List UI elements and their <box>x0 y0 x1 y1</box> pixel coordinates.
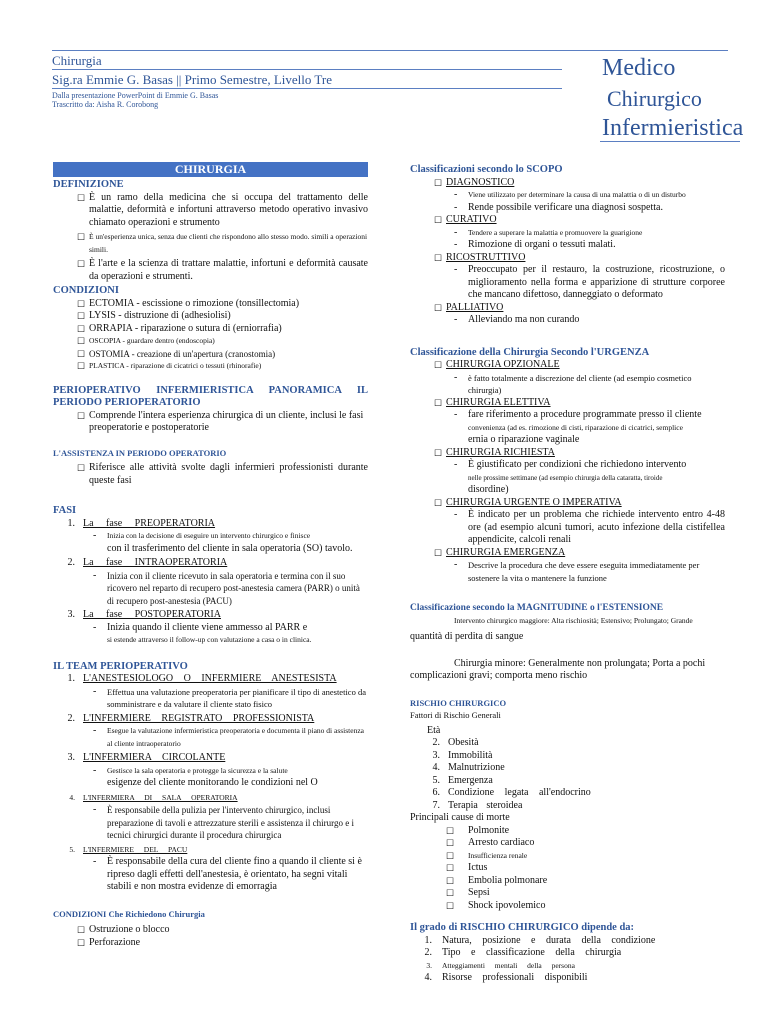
checkbox-icon: ☐ <box>434 447 443 458</box>
definition-heading: DEFINIZIONE <box>53 179 124 190</box>
checkbox-icon: ☐ <box>77 925 86 935</box>
list-item: ☐ Polmonite <box>446 824 510 836</box>
risk-list <box>410 725 725 813</box>
checkbox-icon: ☐ <box>434 215 443 225</box>
checkbox-icon: ☐ <box>446 825 455 836</box>
dash-icon: - <box>93 530 97 541</box>
list-item: ☐ Arresto cardiaco <box>446 837 535 848</box>
team-item: 5. L'INFERMIERE DEL PACU - È responsabile della cura del cliente fino a quando il cliente si è ripreso dagli effetti dell'anestesia, è orientato, ha segni vitali stabili e non mostra evidenze di emorragia <box>69 844 362 892</box>
team-item: 3. L'INFERMIERA CIRCOLANTE - Gestisce la sala operatoria e protegge la sicurezza e la salute esigenze del cliente monitorando le condizioni nel O <box>67 752 318 788</box>
list-item: 2. Tipo e classificazione della chirurgia <box>424 947 622 958</box>
header-rule-mid <box>52 69 562 70</box>
risk-subheading: Fattori di Rischio Generali <box>410 710 501 720</box>
grade-list <box>410 935 725 985</box>
dash-icon: - <box>93 804 97 815</box>
checkbox-icon: ☐ <box>77 323 86 334</box>
urgency-item: ☐ CHIRURGIA RICHIESTA - È giustificato per condizioni che richiedono intervento nelle prossime settimane (ad esempio chirurgia della cataratta, tiroide disordine) <box>434 446 687 495</box>
checkbox-icon: ☐ <box>77 348 86 359</box>
list-item: ☐ ECTOMIA - escissione o rimozione (tonsillectomia) <box>77 297 300 309</box>
list-item: ☐ Perforazione <box>77 936 141 948</box>
checkbox-icon: ☐ <box>77 192 86 203</box>
checkbox-icon: ☐ <box>77 463 86 473</box>
list-item: 2. Obesità <box>432 737 479 748</box>
magnitude-heading: Classificazione secondo la MAGNITUDINE o l'ESTENSIONE <box>410 603 664 613</box>
team-heading: IL TEAM PERIOPERATIVO <box>53 660 188 672</box>
list-item: 5. Emergenza <box>432 774 493 786</box>
phase-item: 2. La fase INTRAOPERATORIA - Inizia con il cliente ricevuto in sala operatoria e termina con il suo ricovero nel reparto di recupero post-anestesia camera (PARR) o unità di recupero post-anestesia (PACU) <box>67 557 360 606</box>
phases-list <box>53 518 368 647</box>
header-rule-bottom <box>52 88 562 89</box>
definition-list <box>53 192 368 284</box>
header-rule-top <box>52 50 728 51</box>
dash-icon: - <box>454 239 458 250</box>
dash-icon: - <box>454 264 458 275</box>
checkbox-icon: ☐ <box>434 252 443 263</box>
source-note <box>52 91 218 109</box>
minor-surgery-text: Chirurgia minore: Generalmente non prolungata; Porta a pochi complicazioni gravi; comporta meno rischio <box>410 657 706 681</box>
list-item: ☐ OSCOPIA - guardare dentro (endoscopia) <box>77 336 215 346</box>
checkbox-icon: ☐ <box>446 850 455 861</box>
subject-label: Chirurgia <box>52 53 102 68</box>
checkbox-icon: ☐ <box>434 497 443 508</box>
risk-heading: RISCHIO CHIRURGICO <box>410 697 507 708</box>
list-item: 7. Terapia steroidea <box>432 799 523 811</box>
urgency-item: ☐ CHIRURGIA OPZIONALE - è fatto totalmente a discrezione del cliente (ad esempio cosmetico chirurgia) <box>434 359 692 395</box>
list-item: 1. Natura, posizione e durata della condizione <box>424 934 656 946</box>
list-item: ☐ Riferisce alle attività svolte dagli infermieri professionisti durante queste fasi <box>77 462 368 486</box>
list-item: ☐ Shock ipovolemico <box>446 899 546 911</box>
purpose-item: ☐ CURATIVO - Tendere a superare la malattia e promuovere la guarigione - Rimozione di organi o tessuti malati. <box>434 214 643 250</box>
purpose-list <box>410 177 725 327</box>
list-item: ☐ Ictus <box>446 862 488 873</box>
checkbox-icon: ☐ <box>434 547 443 558</box>
purpose-item: ☐ RICOSTRUTTIVO - Preoccupato per il restauro, la costruzione, ricostruzione, o miglioramento nella forma e apparizione di strutture corporee che mancano difettoso, danneggiato o deformato <box>434 251 725 300</box>
checkbox-icon: ☐ <box>434 397 443 408</box>
list-item: ☐ Ostruzione o blocco <box>77 924 170 935</box>
checkbox-icon: ☐ <box>446 875 455 886</box>
perioperative-heading: PERIOPERATIVO INFERMIERISTICA PANORAMICA IL PERIODO PERIOPERATORIO <box>53 384 368 408</box>
urgency-item: ☐ CHIRURGIA ELETTIVA - fare riferimento a procedure programmate presso il cliente convenienza (ad es. rimozione di cisti, riparazione di cicatrici, semplice ernia o riparazione vaginale <box>434 396 702 445</box>
conditions-surgery-heading: CONDIZIONI Che Richiedono Chirurgia <box>53 908 205 919</box>
dash-icon: - <box>454 559 458 570</box>
dash-icon: - <box>454 459 458 470</box>
blood-loss-text: quantità di perdita di sangue <box>410 631 524 642</box>
checkbox-icon: ☐ <box>434 360 443 370</box>
phase-item: 1. La fase PREOPERATORIA - Inizia con la decisione di eseguire un intervento chirurgico e finisce con il trasferimento del cliente in sala operatoria (SO) tavolo. <box>67 517 353 554</box>
death-heading: Principali cause di morte <box>410 812 510 823</box>
checkbox-icon: ☐ <box>446 900 455 911</box>
checkbox-icon: ☐ <box>77 361 86 371</box>
phase-item: 3. La fase POSTOPERATORIA - Inizia quando il cliente viene ammesso al PARR e si estende attraverso il follow-up con valutazione a casa o in clinica. <box>53 609 368 647</box>
checkbox-icon: ☐ <box>77 298 86 309</box>
list-item: ☐ Embolia polmonare <box>446 874 548 886</box>
list-item: 3. Atteggiamenti mentali della persona <box>426 960 575 970</box>
urgency-item: ☐ CHIRURGIA EMERGENZA - Descrive la procedura che deve essere eseguita immediatamente per sostenere la vita o mantenere la funzione <box>434 546 700 583</box>
dash-icon: - <box>454 201 458 213</box>
source-line-2: Trascritto da: Aisha R. Corobong <box>52 100 159 109</box>
list-item: 3. Immobilità <box>432 749 493 761</box>
grade-heading: Il grado di RISCHIO CHIRURGICO dipende da: <box>410 922 635 933</box>
purpose-item: ☐ PALLIATIVO - Alleviando ma non curando <box>434 301 580 325</box>
team-item: 1. L'ANESTESIOLOGO O INFERMIERE ANESTESISTA - Effettua una valutazione preoperatoria per pianificare il tipo di anestetico da somministrare e da valutare il cliente stato fisico <box>67 673 366 709</box>
major-surgery-text: Intervento chirurgico maggiore: Alta rischiosità; Estensivo; Prolungato; Grande <box>454 615 693 625</box>
list-item: ☐ LYSIS - distruzione di (adhesiolisi) <box>77 310 231 321</box>
checkbox-icon: ☐ <box>77 232 86 242</box>
death-list <box>410 825 725 913</box>
assistance-heading: L'ASSISTENZA IN PERIODO OPERATORIO <box>53 447 227 458</box>
list-item: ☐ PLASTICA - riparazione di cicatrici o tessuti (rhinorafie) <box>77 361 262 371</box>
phases-heading: FASI <box>53 505 77 516</box>
team-item: 2. L'INFERMIERE REGISTRATO PROFESSIONISTA - Esegue la valutazione infermieristica preoperatoria e documenta il piano di assistenza al cliente intraoperatorio <box>53 713 368 751</box>
list-item: 6. Condizione legata all'endocrino <box>432 787 591 798</box>
title-line-1: Medico <box>602 55 676 81</box>
checkbox-icon: ☐ <box>77 336 86 346</box>
risk-first-item: Età <box>427 724 441 736</box>
list-item: ☐ Comprende l'intera esperienza chirurgica di un cliente, inclusi le fasi preoperatorie e postoperatorie <box>77 409 364 433</box>
checkbox-icon: ☐ <box>446 888 455 898</box>
checkbox-icon: ☐ <box>446 863 455 873</box>
section-banner: CHIRURGIA <box>53 162 368 177</box>
list-item: ☐ Sepsi <box>446 887 490 898</box>
dash-icon: - <box>454 409 458 420</box>
list-item: 4. Malnutrizione <box>432 762 505 773</box>
right-column <box>410 162 725 985</box>
dash-icon: - <box>93 685 97 697</box>
dash-icon: - <box>454 509 458 520</box>
urgency-item: ☐ CHIRURGIA URGENTE O IMPERATIVA - È indicato per un problema che richiede intervento entro 4-48 ore (ad esempio alcuni tumori, acuto infezione della cistifellea appendicite, calcoli renali <box>434 496 725 545</box>
checkbox-icon: ☐ <box>446 838 455 848</box>
checkbox-icon: ☐ <box>434 177 443 188</box>
dash-icon: - <box>454 226 458 238</box>
dash-icon: - <box>93 856 97 867</box>
title-line-2: Chirurgico <box>607 86 702 111</box>
list-item: ☐ È un ramo della medicina che si occupa del trattamento delle malattie, deformità e infortuni attraverso metodo operativo invasivo chiamato operazioni e strumento <box>77 191 368 228</box>
title-line-3: Infermieristica <box>602 115 744 141</box>
dash-icon: - <box>93 621 97 633</box>
purpose-heading: Classificazioni secondo lo SCOPO <box>410 164 563 175</box>
team-item: 4. L'INFERMIERA DI SALA OPERATORIA - È responsabile della pulizia per l'intervento chirurgico, inclusi preparazione di tavoli e attrezzature sterili e assistenza il chirurgo e i tecnici chirurgici durante il procedura chirurgica <box>69 792 354 840</box>
dash-icon: - <box>454 189 458 200</box>
checkbox-icon: ☐ <box>77 410 86 421</box>
list-item: ☐ È l'arte e la scienza di trattare malattie, infortuni e deformità causate da operazioni e strumenti. <box>77 258 368 282</box>
dash-icon: - <box>454 371 458 383</box>
conditions-heading: CONDIZIONI <box>53 285 119 296</box>
list-item: ☐ OSTOMIA - creazione di un'apertura (cranostomia) <box>77 348 276 359</box>
checkbox-icon: ☐ <box>77 937 86 948</box>
checkbox-icon: ☐ <box>77 311 86 321</box>
checkbox-icon: ☐ <box>77 259 86 269</box>
left-column <box>53 162 368 949</box>
dash-icon: - <box>93 725 97 736</box>
urgency-heading: Classificazione della Chirurgia Secondo l'URGENZA <box>410 346 650 358</box>
team-list <box>53 673 368 894</box>
list-item: 4. Risorse professionali disponibili <box>424 972 588 983</box>
conditions-list <box>53 298 368 373</box>
list-item: ☐ ORRAPIA - riparazione o sutura di (erniorrafia) <box>77 322 282 334</box>
dash-icon: - <box>454 314 458 325</box>
urgency-list <box>410 359 725 584</box>
source-line-1: Dalla presentazione PowerPoint di Emmie G. Basas <box>52 91 219 100</box>
dash-icon: - <box>93 764 97 776</box>
dash-icon: - <box>93 569 97 581</box>
checkbox-icon: ☐ <box>434 302 443 313</box>
list-item: ☐ È un'esperienza unica, senza due clienti che rispondono allo stesso modo. simili a operazioni simili. <box>53 231 368 256</box>
list-item: ☐ Insufficienza renale <box>446 850 528 861</box>
instructor-label: Sig.ra Emmie G. Basas || Primo Semestre, Livello Tre <box>52 72 332 87</box>
purpose-item: ☐ DIAGNOSTICO - Viene utilizzato per determinare la causa di una malattia o di un disturbo - Rende possibile verificare una diagnosi sospetta. <box>434 176 686 213</box>
